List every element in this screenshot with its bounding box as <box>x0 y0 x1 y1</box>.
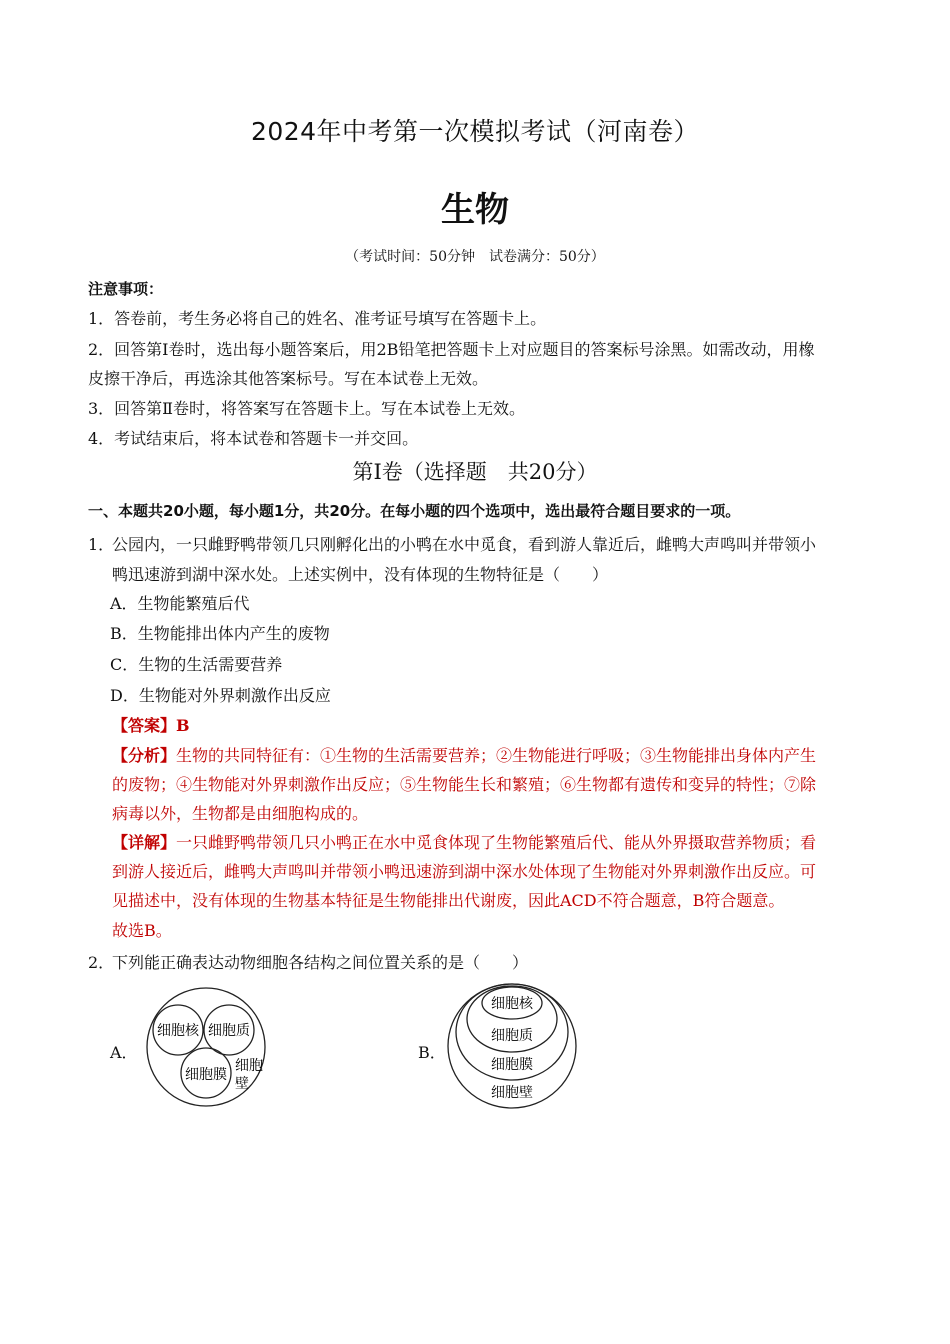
q1-stem-line-1 <box>88 532 816 555</box>
b-cytoplasm-text: 细胞质 <box>491 1028 533 1044</box>
q1-answer <box>112 713 190 736</box>
q1-stem-text-1: 公园内，一只雌野鸭带领几只刚孵化出的小鸭在水中觅食，看到游人靠近后，雌鸭大声鸣叫并带领小 <box>112 535 817 554</box>
q1-number: 1． <box>88 535 115 554</box>
a-cytoplasm-text: 细胞质 <box>208 1023 250 1039</box>
analysis-tag: 【分析】 <box>112 746 177 765</box>
notice-line-2: 2．回答第Ⅰ卷时，选出每小题答案后，用2B铅笔把答题卡上对应题目的答案标号涂黑。如需改动，用橡 <box>88 340 815 359</box>
q1-option-a: A．生物能繁殖后代 <box>110 594 250 613</box>
notice-heading: 注意事项： <box>88 280 164 298</box>
b-membrane-text: 细胞膜 <box>491 1057 533 1073</box>
detail-text-1: 一只雌野鸭带领几只小鸭正在水中觅食体现了生物能繁殖后代、能从外界摄取营养物质；看 <box>176 833 817 852</box>
answer-tag: 【答案】 <box>112 716 177 735</box>
answer-value: B <box>176 716 190 735</box>
q1-detail-line-1 <box>112 830 816 853</box>
q1-option-c: C．生物的生活需要营养 <box>110 655 283 674</box>
detail-tag: 【详解】 <box>112 833 177 852</box>
q2-option-a-diagram <box>140 984 280 1114</box>
b-wall-text: 细胞壁 <box>491 1085 533 1101</box>
q1-conclusion: 故选B。 <box>112 921 172 940</box>
a-membrane-text: 细胞膜 <box>185 1067 227 1083</box>
subject-title: 生物 <box>441 190 509 230</box>
notice-line-3: 皮擦干净后，再选涂其他答案标号。写在本试卷上无效。 <box>88 369 489 388</box>
q1-analysis-line-3: 病毒以外，生物都是由细胞构成的。 <box>112 804 369 823</box>
q1-analysis-line-2: 的废物；④生物能对外界刺激作出反应；⑤生物能生长和繁殖；⑥生物都有遗传和变异的特性；⑦除 <box>112 775 817 794</box>
analysis-text-1: 生物的共同特征有：①生物的生活需要营养；②生物能进行呼吸；③生物能排出身体内产生 <box>176 746 817 765</box>
notice-line-5: 4．考试结束后，将本试卷和答题卡一并交回。 <box>88 429 419 448</box>
q2-number: 2． <box>88 953 115 972</box>
q2-option-b-diagram <box>444 980 584 1112</box>
q1-analysis-line-1 <box>112 743 816 766</box>
q1-option-b: B．生物能排出体内产生的废物 <box>110 624 330 643</box>
q1-detail-line-2: 到游人接近后，雌鸭大声鸣叫并带领小鸭迅速游到湖中深水处体现了生物能对外界刺激作出反应。可 <box>112 862 817 881</box>
notice-line-4: 3．回答第Ⅱ卷时，将答案写在答题卡上。写在本试卷上无效。 <box>88 399 526 418</box>
a-wall-text-1: 细胞 <box>235 1058 263 1074</box>
a-nucleus-text: 细胞核 <box>157 1023 199 1039</box>
q2-option-b-label: B． <box>418 1043 446 1062</box>
exam-time-info: （考试时间：50分钟 试卷满分：50分） <box>345 249 605 265</box>
exam-title: 2024年中考第一次模拟考试（河南卷） <box>250 117 700 146</box>
a-wall-text-2: 壁 <box>235 1076 249 1092</box>
section-title: 第Ⅰ卷（选择题 共20分） <box>352 460 598 484</box>
b-nucleus-text: 细胞核 <box>491 996 533 1012</box>
q2-stem-text: 下列能正确表达动物细胞各结构之间位置关系的是（ ） <box>112 953 529 972</box>
notice-line-1: 1．答卷前，考生务必将自己的姓名、准考证号填写在答题卡上。 <box>88 309 547 328</box>
q2-option-a-label: A． <box>110 1043 138 1062</box>
q1-stem-line-2: 鸭迅速游到湖中深水处。上述实例中，没有体现的生物特征是（ ） <box>112 565 609 584</box>
q1-option-d: D．生物能对外界刺激作出反应 <box>110 686 331 705</box>
q1-detail-line-3: 见描述中，没有体现的生物基本特征是生物能排出代谢废，因此ACD不符合题意，B符合题意。 <box>112 891 785 910</box>
section-instruction: 一、本题共20小题，每小题1分，共20分。在每小题的四个选项中，选出最符合题目要求的一项。 <box>88 502 741 520</box>
q2-stem-line <box>88 950 528 973</box>
